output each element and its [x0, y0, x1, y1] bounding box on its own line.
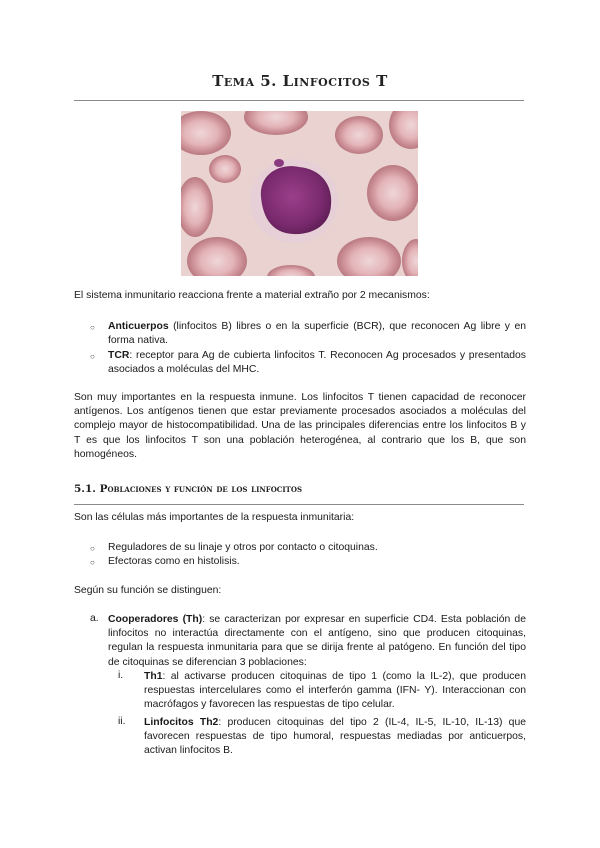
term-th1: Th1: [144, 671, 163, 682]
section-heading: 5.1. Poblaciones y función de los linfocitos: [74, 483, 303, 495]
section-intro: Son las células más importantes de la respuesta inmunitaria:: [74, 512, 355, 523]
title-divider: [74, 100, 524, 101]
list-item-anticuerpos: [108, 320, 526, 348]
bullet-icon: ○: [90, 558, 95, 567]
section-divider: [74, 504, 524, 505]
term-anticuerpos: Anticuerpos: [108, 321, 169, 332]
list-item-th1: [144, 670, 526, 713]
text-anticuerpos: (linfocitos B) libres o en la superficie (BCR), que reconocen Ag libre y en forma nativa.: [108, 321, 526, 347]
function-intro: Según su función se distinguen:: [74, 585, 222, 596]
list-item-cooperadores: [108, 613, 526, 670]
term-cooperadores: Cooperadores (Th): [108, 614, 203, 625]
list-item-reguladores: Reguladores de su linaje y otros por contacto o citoquinas.: [108, 542, 378, 553]
intro-text: El sistema inmunitario reacciona frente a material extraño por 2 mecanismos:: [74, 290, 430, 301]
text-th1: : al activarse producen citoquinas de tipo 1 (como la IL-2), que producen respuestas intercelulares como el interferón gamma (IFN- Y). Interaccionan con macrófagos y favorecen las respuestas de tipo celular.: [144, 671, 526, 711]
page-title: Tema 5. Linfocitos T: [212, 72, 388, 90]
list-item-th2: [144, 716, 526, 759]
term-th2: Linfocitos Th2: [144, 717, 219, 728]
text-cooperadores: : se caracterizan por expresar en superficie CD4. Esta población de linfocitos no interactúa directamente con el antígeno, sino que producen citoquinas, regulan la respuesta inmunitaria para que se dirija frente al patógeno. En función del tipo de citoquinas se diferencian 3 poblaciones:: [108, 614, 526, 668]
bullet-icon: ○: [90, 352, 95, 361]
list-marker-a: a.: [90, 613, 99, 624]
bullet-icon: ○: [90, 323, 95, 332]
list-marker-ii: ii.: [118, 716, 126, 727]
bullet-icon: ○: [90, 544, 95, 553]
list-marker-i: i.: [118, 670, 124, 681]
term-tcr: TCR: [108, 350, 130, 361]
list-item-efectoras: Efectoras como en histolisis.: [108, 556, 240, 567]
lymphocyte-micrograph: [181, 111, 418, 276]
paragraph-linfocitos-t: Son muy importantes en la respuesta inmune. Los linfocitos T tienen capacidad de reconocer antígenos. Los antígenos tienen que estar previamente procesados asociados a moléculas del complejo mayor de histocompatibilidad. Una de las principales diferencias entre los linfocitos B y T es que los linfocitos T son una población heterogénea, al contrario que los B, que son homogéneos.: [74, 392, 526, 460]
list-item-tcr: [108, 349, 526, 377]
text-tcr: : receptor para Ag de cubierta linfocitos T. Reconocen Ag procesados y presentados asociados a moléculas del MHC.: [108, 350, 526, 376]
text-th2: : producen citoquinas del tipo 2 (IL-4, IL-5, IL-10, IL-13) que favorecen respuestas de tipo humoral, respuestas mediadas por anticuerpos, activan linfocitos B.: [144, 717, 527, 757]
